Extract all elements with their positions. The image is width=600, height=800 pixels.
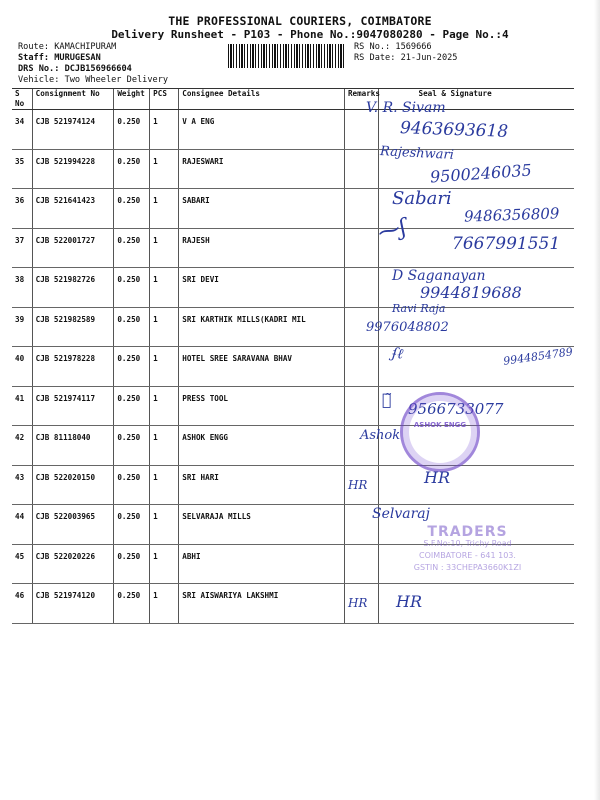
row-consignment: CJB 521641423: [32, 189, 114, 229]
row-consignment: CJB 521974120: [32, 584, 114, 624]
row-sno: 38: [12, 268, 32, 308]
row-seal-signature: [378, 465, 574, 505]
row-weight: 0.250: [114, 505, 150, 545]
row-remarks: [344, 228, 378, 268]
row-pcs: 1: [150, 149, 179, 189]
row-remarks: [344, 544, 378, 584]
signature-38-phone: 9944819688: [420, 283, 522, 302]
row-pcs: 1: [150, 110, 179, 150]
runsheet-subtitle: Delivery Runsheet - P103 - Phone No.:9047080280 - Page No.:4: [111, 28, 509, 41]
drs-label: DRS No.: DCJB156966604: [18, 64, 132, 74]
row-consignment: CJB 521974117: [32, 386, 114, 426]
row-pcs: 1: [150, 307, 179, 347]
row-weight: 0.250: [114, 465, 150, 505]
header-pcs: PCS: [150, 89, 179, 110]
row-sno: 36: [12, 189, 32, 229]
row-consignment: CJB 522003965: [32, 505, 114, 545]
traders-stamp-name: TRADERS: [427, 524, 508, 540]
row-sno: 39: [12, 307, 32, 347]
row-consignment: CJB 522020150: [32, 465, 114, 505]
row-weight: 0.250: [114, 268, 150, 308]
row-pcs: 1: [150, 505, 179, 545]
round-company-stamp: [400, 392, 480, 472]
row-consignment: CJB 521982589: [32, 307, 114, 347]
row-consignment: CJB 521974124: [32, 110, 114, 150]
row-sno: 40: [12, 347, 32, 387]
row-weight: 0.250: [114, 110, 150, 150]
row-weight: 0.250: [114, 426, 150, 466]
row-weight: 0.250: [114, 386, 150, 426]
row-weight: 0.250: [114, 189, 150, 229]
signature-35-name: Rajeshwari: [379, 144, 455, 163]
company-title: THE PROFESSIONAL COURIERS, COIMBATORE: [168, 14, 432, 28]
row-weight: 0.250: [114, 544, 150, 584]
signature-44-name: Selvaraj: [372, 506, 430, 522]
row-sno: 45: [12, 544, 32, 584]
row-pcs: 1: [150, 189, 179, 229]
table-header-row: [12, 89, 574, 110]
header-weight: Weight: [114, 89, 150, 110]
signature-39-name: Ravi Raja: [392, 302, 446, 315]
signature-42-name: Ashok: [360, 428, 401, 443]
row-pcs: 1: [150, 347, 179, 387]
row-consignee: HOTEL SREE SARAVANA BHAV: [179, 347, 345, 387]
vehicle-label: Vehicle: Two Wheeler Delivery: [18, 75, 169, 85]
row-consignee: SRI HARI: [179, 465, 345, 505]
row-consignee: V A ENG: [179, 110, 345, 150]
row-pcs: 1: [150, 426, 179, 466]
signature-43-text: HR: [424, 468, 450, 487]
staff-label: Staff: MURUGESAN: [18, 53, 101, 63]
signature-39-phone: 9976048802: [366, 320, 449, 335]
signature-36-name: Sabari: [392, 188, 452, 209]
row-consignment: CJB 521978228: [32, 347, 114, 387]
table-row: [12, 584, 574, 624]
header-consignee: Consignee Details: [179, 89, 345, 110]
row-weight: 0.250: [114, 228, 150, 268]
row-consignee: SABARI: [179, 189, 345, 229]
row-pcs: 1: [150, 268, 179, 308]
signature-41-mark: ℊ̃: [382, 390, 392, 409]
row-weight: 0.250: [114, 149, 150, 189]
row-consignee: SRI KARTHIK MILLS(KADRI MIL: [179, 307, 345, 347]
header-seal: Seal & Signature: [378, 89, 574, 110]
row-consignee: SELVARAJA MILLS: [179, 505, 345, 545]
row-weight: 0.250: [114, 307, 150, 347]
row-consignee: ABHI: [179, 544, 345, 584]
signature-41-phone: 9566733077: [408, 400, 504, 418]
row-consignee: PRESS TOOL: [179, 386, 345, 426]
row-sno: 41: [12, 386, 32, 426]
row-consignment: CJB 522020226: [32, 544, 114, 584]
header-remarks: Remarks: [344, 89, 378, 110]
row-remarks: [344, 386, 378, 426]
row-pcs: 1: [150, 228, 179, 268]
row-consignee: SRI DEVI: [179, 268, 345, 308]
signature-38-name: D Saganayan: [392, 268, 486, 284]
barcode: [228, 44, 346, 68]
row-consignee: ASHOK ENGG: [179, 426, 345, 466]
row-weight: 0.250: [114, 347, 150, 387]
page-edge-shadow: [594, 0, 600, 800]
signature-34-name: V. R. Sivam: [366, 100, 446, 116]
header-sno: S No: [12, 89, 32, 110]
row-sno: 46: [12, 584, 32, 624]
row-consignee: RAJESWARI: [179, 149, 345, 189]
row-sno: 43: [12, 465, 32, 505]
row-consignment: CJB 81118040: [32, 426, 114, 466]
row-weight: 0.250: [114, 584, 150, 624]
signature-46-text: HR: [396, 592, 422, 611]
row-sno: 42: [12, 426, 32, 466]
signature-37-mark: ⁓ʃ: [375, 214, 409, 247]
traders-stamp-line1: S.F.No:10, Trichy Road: [423, 539, 512, 548]
row-sno: 37: [12, 228, 32, 268]
row-consignment: CJB 522001727: [32, 228, 114, 268]
traders-stamp: [375, 526, 560, 574]
signature-40-mark: ʄℓ: [391, 345, 404, 363]
meta-left: [18, 42, 168, 86]
route-label: Route: KAMACHIPURAM: [18, 42, 117, 52]
row-remarks: HR: [344, 584, 378, 624]
round-stamp-text: ASHOK ENGG: [413, 421, 467, 429]
row-sno: 34: [12, 110, 32, 150]
header-consignment: Consignment No: [32, 89, 114, 110]
row-pcs: 1: [150, 584, 179, 624]
row-pcs: 1: [150, 465, 179, 505]
signature-35-phone: 9500246035: [429, 160, 533, 187]
signature-36-phone: 9486356809: [463, 204, 560, 226]
table-row: [12, 426, 574, 466]
row-pcs: 1: [150, 544, 179, 584]
traders-stamp-gstin: GSTIN : 33CHEPA3660K1ZI: [413, 563, 522, 572]
row-remarks: [344, 149, 378, 189]
row-pcs: 1: [150, 386, 179, 426]
signature-40-phone: 9944854789: [502, 345, 574, 368]
signature-34-phone: 9463693618: [399, 118, 509, 142]
row-sno: 44: [12, 505, 32, 545]
signature-37-phone: 7667991551: [452, 234, 561, 254]
row-consignment: CJB 521994228: [32, 149, 114, 189]
table-row: [12, 307, 574, 347]
table-row: [12, 347, 574, 387]
row-remarks: [344, 347, 378, 387]
rs-date: RS Date: 21-Jun-2025: [354, 53, 458, 63]
row-remarks: HR: [344, 465, 378, 505]
row-remarks: [344, 268, 378, 308]
meta-right: [354, 42, 457, 64]
row-consignment: CJB 521982726: [32, 268, 114, 308]
table-row: [12, 465, 574, 505]
row-sno: 35: [12, 149, 32, 189]
row-consignee: RAJESH: [179, 228, 345, 268]
traders-stamp-line2: COIMBATORE - 641 103.: [419, 551, 516, 560]
row-consignee: SRI AISWARIYA LAKSHMI: [179, 584, 345, 624]
row-remarks: [344, 189, 378, 229]
rs-number: RS No.: 1569666: [354, 42, 432, 52]
